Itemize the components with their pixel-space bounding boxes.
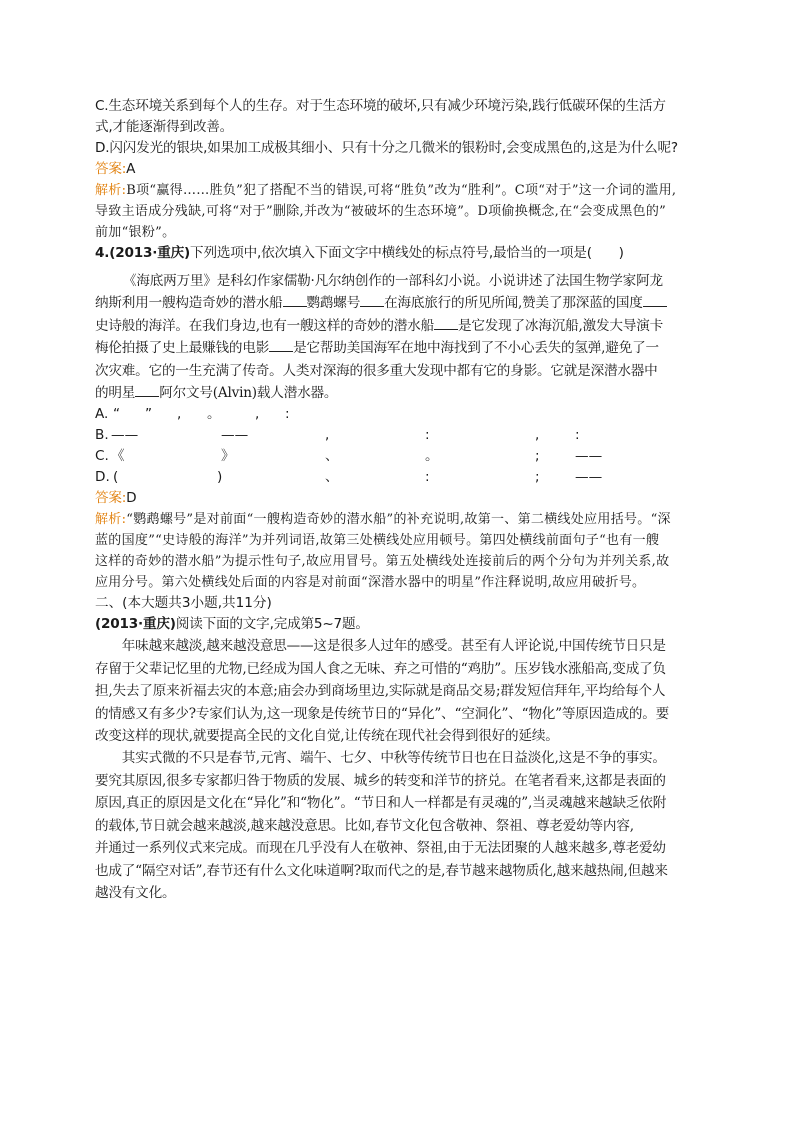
passage-line: 《海底两万里》是科幻作家儒勒·凡尔纳创作的一部科幻小说。小说讲述了法国生物学家阿龙 [123, 273, 663, 289]
blank-1 [283, 294, 307, 307]
analysis-text: “鹦鹉螺号”是对前面“一艘构造奇妙的潜水船”的补充说明,故第一、第二横线处应用括号。“深 [126, 512, 671, 528]
option-d: D. ( ) 、 : ; —— [95, 469, 603, 486]
answer-label: 答案: [95, 490, 127, 507]
passage-line: 史诗般的海洋。在我们身边,也有一艘这样的奇妙的潜水船 是它发现了冰海沉船,激发大导演卡 [95, 317, 663, 334]
analysis-label: 解析: [95, 183, 127, 198]
analysis-text: 这样的奇妙的潜水船”为提示性句子,故应用冒号。第五处横线处连接前后的两个分句为并列关系,故 [95, 554, 670, 570]
passage-line: 担,失去了原来祈福去灾的本意;庙会办到商场里边,实际就是商品交易;群发短信拜年,平均给每个人 [95, 683, 666, 700]
passage-line: 次灾难。它的一生充满了传奇。人类对深海的很多重大发现中都有它的身影。它就是深潜水器中 [95, 362, 658, 379]
blank-4 [434, 317, 458, 330]
option-c-line2: 式,才能逐渐得到改善。 [95, 119, 234, 135]
passage-line: 的载体,节日就会越来越淡,越来越没意思。比如,春节文化包含敬神、祭祖、尊老爱幼等内容, [95, 817, 634, 834]
answer-value: A [126, 161, 136, 177]
analysis-text: 导致主语成分残缺,可将“对于”删除,并改为“被破坏的生态环境”。D项偷换概念,在“会变成黑色的” [95, 204, 667, 219]
question-source: .(2013·重庆) [104, 245, 191, 261]
option-c-line1: C.生态环境关系到每个人的生存。对于生态环境的破坏,只有减少环境污染,践行低碳环保的生活方 [95, 98, 666, 114]
passage-line: 的情感又有多少?专家们认为,这一现象是传统节日的“异化”、“空洞化”、“物化”等原因造成的。要 [95, 705, 670, 722]
q4-passage [95, 270, 715, 404]
answer-row-q4 [95, 488, 715, 509]
passage-line: 改变这样的现状,就要提高全民的文化自觉,让传统在现代社会得到很好的延续。 [95, 728, 559, 745]
passage-line: 越没有文化。 [95, 884, 176, 901]
question-number: 4 [95, 245, 105, 261]
analysis-text: 蓝的国度”“史诗般的海洋”为并列词语,故第三处横线处应用顿号。第四处横线前面句子“也有一艘 [95, 533, 660, 549]
analysis-row-q3 [95, 180, 715, 201]
answer-value: D [126, 490, 137, 507]
section-source: (2013·重庆) [95, 616, 176, 633]
blank-6 [135, 384, 159, 397]
passage-line: 其实式微的不只是春节,元宵、端午、七夕、中秋等传统节日也在日益淡化,这是不争的事实。 [95, 750, 666, 767]
passage-line: 也成了“隔空对话”,春节还有什么文化味道啊?取而代之的是,春节越来越物质化,越来越热闹,但越来 [95, 862, 668, 879]
passage-line: 的明星 阿尔文号(Alvin)载人潜水器。 [95, 385, 338, 402]
question-4-stem [95, 243, 715, 264]
passage-line: 存留于父辈记忆里的尤物,已经成为国人食之无味、弃之可惜的“鸡肋”。压岁钱水涨船高,变成了负 [95, 660, 666, 677]
answer-row-q3 [95, 159, 715, 180]
blank-3 [643, 294, 667, 307]
passage-line: 原因,真正的原因是文化在“异化”和“物化”。“节日和人一样都是有灵魂的”,当灵魂越来越缺乏依附 [95, 795, 667, 812]
blank-2 [360, 294, 384, 307]
analysis-label: 解析: [95, 512, 127, 528]
passage-line: 并通过一系列仪式来完成。而现在几乎没有人在敬神、祭祖,由于无法团聚的人越来越多,尊老爱幼 [95, 840, 666, 857]
option-d-line: D.闪闪发光的银块,如果加工成极其细小、只有十分之几微米的银粉时,会变成黑色的,这是为什么呢? [95, 140, 678, 156]
analysis-text: 前加“银粉”。 [95, 225, 176, 240]
option-c: C. 《 》 、 。 ; —— [95, 448, 603, 465]
section-instruction: (2013·重庆)阅读下面的文字,完成第5~7题。 [95, 616, 369, 633]
passage-line: 梅伦拍摄了史上最赚钱的电影 是它帮助美国海军在地中海找到了不小心丢失的氢弹,避免了一 [95, 340, 659, 357]
analysis-text: B项“赢得……胜负”犯了搭配不当的错误,可将“胜负”改为“胜利”。C项“对于”这一介词的滥用, [126, 183, 677, 198]
option-b: B. —— —— , : , : [95, 427, 580, 444]
answer-label: 答案: [95, 161, 127, 177]
analysis-text: 应用分号。第六处横线处后面的内容是对前面“深潜水器中的明星”作注释说明,故应用破折号。 [95, 575, 646, 591]
reading-passage [95, 635, 715, 904]
passage-line: 年味越来越淡,越来越没意思——这是很多人过年的感受。甚至有人评论说,中国传统节日只是 [95, 638, 666, 655]
exam-page [95, 96, 715, 904]
section-heading: 二、(本大题共3小题,共11分) [95, 595, 272, 612]
passage-line: 纳斯利用一艘构造奇妙的潜水船 鹦鹉螺号 在海底旅行的所见所闻,赞美了那深蓝的国度 [95, 292, 715, 314]
option-a: A. “ ” , 。 , : [95, 406, 290, 423]
blank-5 [269, 339, 293, 352]
analysis-row-q4 [95, 509, 715, 530]
passage-line: 要究其原因,很多专家都归咎于物质的发展、城乡的转变和洋节的挤兑。在笔者看来,这都是表面的 [95, 772, 666, 789]
question-text: 下列选项中,依次填入下面文字中横线处的标点符号,最恰当的一项是( ) [190, 245, 624, 261]
